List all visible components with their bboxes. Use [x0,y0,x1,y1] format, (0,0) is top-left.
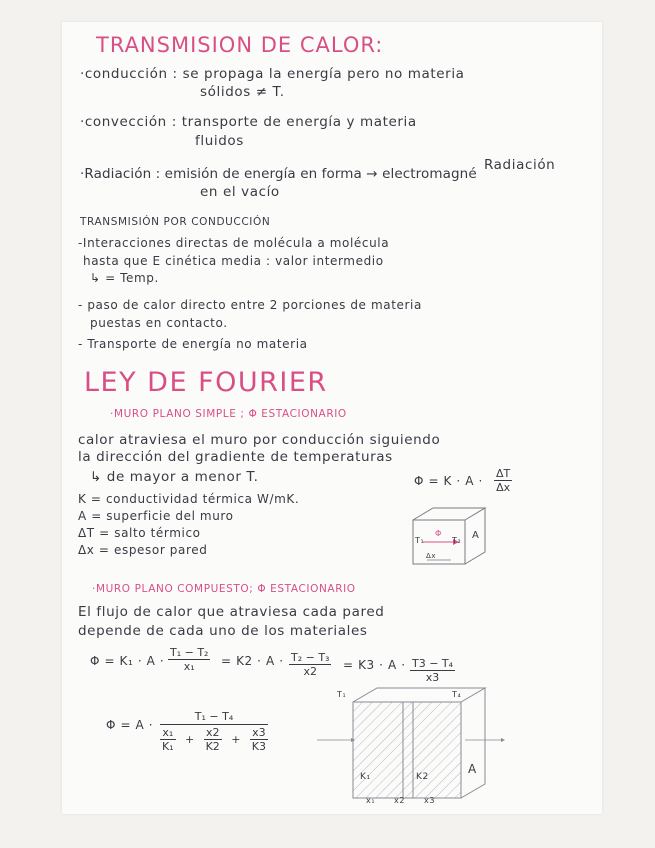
plus-sign: + [185,733,195,746]
frac-1-denominator: x₁ [183,660,195,673]
compuesto-eq-mid-2: = K3 · A · [343,658,406,672]
eq2-denominator [160,726,268,753]
term-3-num: x3 [252,726,266,739]
page-title: TRANSMISION DE CALOR: [96,33,384,57]
term-3-den: K3 [251,740,266,753]
conduccion-text-6: - Transporte de energía no materia [78,337,308,351]
conveccion-line: ·convección : transporte de energía y materia [80,114,417,130]
box-a-label: A [472,530,480,541]
radiacion-line: ·Radiación : emisión de energía en forma → electromagné [80,166,477,182]
def-k: K = conductividad térmica W/mK. [78,492,300,506]
compuesto-text-1: El flujo de calor que atraviesa cada pared [78,604,385,620]
compuesto-eq2-start: Φ = A · [106,718,154,732]
fourier-equation: Φ = K · A · [414,474,483,488]
eq2-term-1 [160,726,176,753]
diagram-x3-label: x3 [424,796,436,805]
diagram-k1-label: K₁ [360,772,371,782]
fraction-numerator: ΔT [496,467,511,480]
frac-2-denominator: x2 [303,665,317,678]
conduccion-line: ·conducción : se propaga la energía pero no materia [80,66,465,82]
frac-3-numerator: T3 − T₄ [412,657,454,670]
conduccion-heading: TRANSMISIÓN POR CONDUCCIÓN [80,216,271,228]
diagram-x2-label: x2 [394,796,406,805]
fourier-text-1: calor atraviesa el muro por conducción siguiendo [78,432,441,448]
compuesto-frac-2 [289,651,331,678]
muro-compuesto-heading: ·MURO PLANO COMPUESTO; Φ ESTACIONARIO [92,583,356,595]
fourier-text-2: la dirección del gradiente de temperaturas [78,449,393,465]
conduccion-text-2: hasta que E cinética media : valor intermedio [83,254,384,268]
fourier-title: LEY DE FOURIER [84,367,328,398]
box-dx-label: Δx [426,552,437,560]
diagram-t4-label: T₄ [452,690,462,699]
fraction-denominator: Δx [496,481,511,494]
term-1-den: K₁ [162,740,174,753]
conduccion-detail: sólidos ≠ T. [200,84,285,100]
plus-sign: + [231,733,241,746]
def-dx: Δx = espesor pared [78,543,208,557]
term-1-num: x₁ [162,726,174,739]
radiacion-detail: en el vacío [200,184,280,200]
compuesto-eq-start: Φ = K₁ · A · [90,654,165,668]
term-2-den: K2 [205,740,220,753]
term-2-num: x2 [205,726,220,739]
fourier-text-3: ↳ de mayor a menor T. [90,469,259,485]
frac-2-numerator: T₂ − T₃ [291,651,330,664]
conduccion-text-4: - paso de calor directo entre 2 porciones de materia [78,298,422,312]
compuesto-eq2-fraction [160,710,268,753]
eq2-term-3 [250,726,268,753]
radiacion-label: Radiación [484,157,556,173]
eq2-bar [160,724,268,725]
eq2-term-2 [204,726,222,753]
diagram-t1-label: T₁ [337,690,347,699]
diagram-k2-label: K2 [416,772,429,782]
frac-1-numerator: T₁ − T₂ [170,646,209,659]
def-a: A = superficie del muro [78,509,234,523]
box-phi-label: Φ [435,529,442,538]
box-t1-label: T₁ [415,536,425,545]
compuesto-frac-1 [168,646,210,673]
diagram-x1-label: x₁ [366,796,376,805]
conduccion-text-3: ↳ = Temp. [90,271,159,285]
eq2-numerator: T₁ − T₄ [194,710,234,723]
def-dt: ΔT = salto térmico [78,526,201,540]
box-t2-label: T₂ [452,536,462,545]
conduccion-text-5: puestas en contacto. [90,316,228,330]
conduccion-text-1: -Interacciones directas de molécula a molécula [78,236,390,250]
compuesto-eq-mid-1: = K2 · A · [221,654,284,668]
diagram-a-label: A [468,762,477,776]
frac-3-denominator: x3 [425,671,440,684]
conveccion-detail: fluidos [195,133,244,149]
muro-simple-heading: ·MURO PLANO SIMPLE ; Φ ESTACIONARIO [110,408,347,420]
compuesto-text-2: depende de cada uno de los materiales [78,623,368,639]
fourier-fraction [494,467,512,494]
